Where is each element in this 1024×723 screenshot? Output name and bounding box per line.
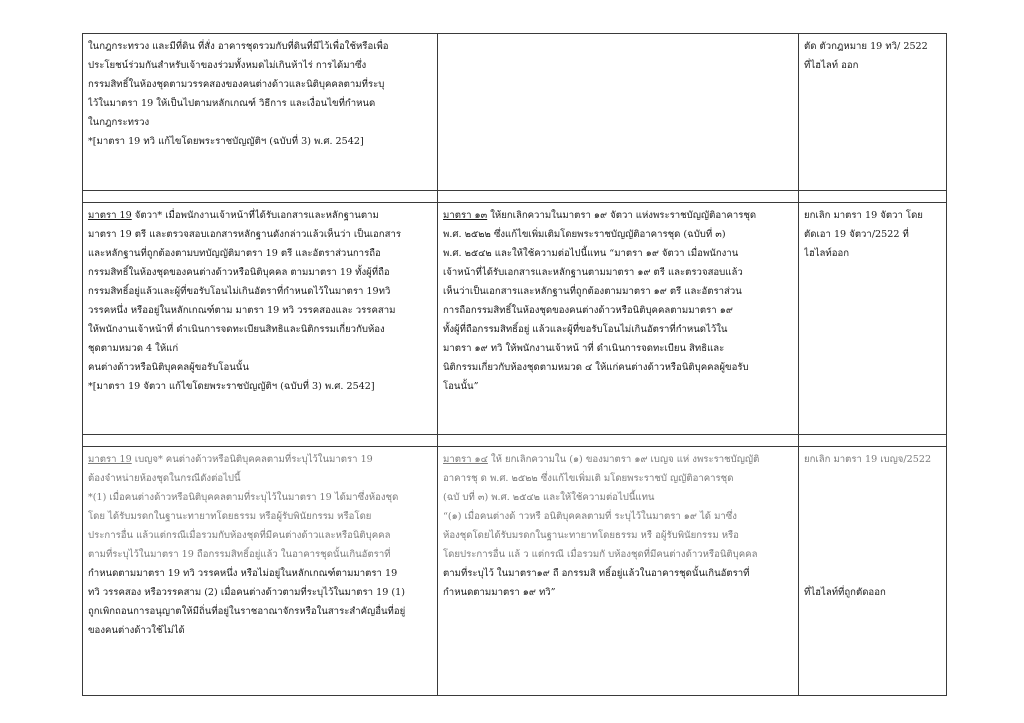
text-line: ถูกเพิกถอนการอนุญาตให้มีถิ่นที่อยู่ในราชอาณาจักรหรือในสาระสำคัญอื่นที่อยู่: [88, 606, 406, 617]
text-line: *[มาตรา 19 จัตวา แก้ไขโดยพระราชบัญญัติฯ (ฉบับที่ 3) พ.ศ. 2542]: [88, 381, 375, 392]
text-line: ทวิ วรรคสอง หรือวรรคสาม (2) เมื่อคนต่างด้าวตามที่ระบุไว้ในมาตรา 19 (1): [88, 587, 405, 598]
proposed-amendment-cell: [438, 34, 799, 191]
section-ref: มาตรา 19: [88, 210, 132, 221]
text-line: ต้องจำหน่ายห้องชุดในกรณีดังต่อไปนี้: [88, 473, 241, 484]
text-line: ยกเลิก มาตรา 19 เบญจ/2522: [804, 454, 932, 465]
remark-cell: [799, 34, 947, 191]
text-line: ตัดเอา 19 จัตวา/2522 ที่: [804, 229, 909, 240]
text-line: พ.ศ. ๒๕๔๒ และให้ใช้ความต่อไปนี้แทน “มาตรา ๑๙ จัตวา เมื่อพนักงาน: [443, 248, 739, 259]
text-line: การถือกรรมสิทธิ์ในห้องชุดของคนต่างด้าวหรือนิติบุคคลตามมาตรา ๑๙: [443, 305, 733, 316]
remark-cell: [799, 447, 947, 696]
section-ref: มาตรา ๑๔: [443, 454, 488, 465]
text-line: กรรมสิทธิ์ในห้องชุดของคนต่างด้าวหรือนิติบุคคล ตามมาตรา 19 ทั้งผู้ที่ถือ: [88, 267, 390, 278]
text-line: มาตรา ๑๓ ให้ยกเลิกความในมาตรา ๑๙ จัตวา แห่งพระราชบัญญัติอาคารชุด: [443, 210, 757, 221]
text-line: ให้พนักงานเจ้าหน้าที่ ดำเนินการจดทะเบียนสิทธิและนิติกรรมเกี่ยวกับห้อง: [88, 324, 385, 335]
text-line: เจ้าหน้าที่ได้รับเอกสารและหลักฐานตามมาตรา ๑๙ ตรี และตรวจสอบแล้ว: [443, 267, 743, 278]
current-law-cell: [83, 34, 438, 191]
text-line: กำหนดตามมาตรา ๑๙ ทวิ”: [443, 587, 556, 598]
text-line: โอนนั้น”: [443, 381, 479, 392]
text-line: โดย ได้รับมรดกในฐานะทายาทโดยธรรม หรือผู้รับพินัยกรรม หรือโดย: [88, 511, 372, 522]
section-ref: มาตรา 19: [88, 454, 132, 465]
text-line: ตามที่ระบุไว้ในมาตรา 19 ถือกรรมสิทธิ์อยู่แล้ว ในอาคารชุดนั้นเกินอัตราที่: [88, 549, 391, 560]
text-line: คนต่างด้าวหรือนิติบุคคลผู้ขอรับโอนนั้น: [88, 362, 249, 373]
comparison-table: [82, 33, 947, 696]
text-line: มาตรา ๑๔ ให้ ยกเลิกความใน (๑) ของมาตรา ๑๙ เบญจ แห่ งพระราชบัญญัติ: [443, 454, 760, 465]
text-line: ประโยชน์ร่วมกันสำหรับเจ้าของร่วมทั้งหมดไม่เกินห้าไร่ การได้มาซึ่ง: [88, 60, 367, 71]
text-line: “(๑) เมื่อคนต่างด้ าวหรื อนิติบุคคลตามที่ ระบุไว้ในมาตรา ๑๙ ได้ มาซึ่ง: [443, 511, 737, 522]
text-line: มาตรา 19 ตรี และตรวจสอบเอกสารหลักฐานดังกล่าวแล้วเห็นว่า เป็นเอกสาร: [88, 229, 402, 240]
text-line: กรรมสิทธิ์ในห้องชุดตามวรรคสองของคนต่างด้าวและนิติบุคคลตามที่ระบุ: [88, 79, 385, 90]
text-line: ไฮไลท์ออก: [804, 248, 850, 259]
text-line: ที่ไฮไลท์ ออก: [804, 60, 859, 71]
section-ref: มาตรา ๑๓: [443, 210, 488, 221]
current-law-cell: [83, 447, 438, 696]
remark-cell: [799, 203, 947, 435]
proposed-amendment-cell: [438, 447, 799, 696]
spacer-line: [804, 469, 941, 488]
current-law-cell: [83, 203, 438, 435]
spacer-line: [804, 545, 941, 564]
row-spacer: [83, 435, 947, 447]
text-line: ของคนต่างด้าวใช้ไม่ได้: [88, 625, 185, 636]
text-line: ประการอื่น แล้วแต่กรณีเมื่อรวมกับห้องชุดที่มีคนต่างด้าวและหรือนิติบุคคล: [88, 530, 391, 541]
text-line: พ.ศ. ๒๕๒๒ ซึ่งแก้ไขเพิ่มเติมโดยพระราชบัญญัติอาคารชุด (ฉบับที่ ๓): [443, 229, 726, 240]
text-line: ทั้งผู้ที่ถือกรรมสิทธิ์อยู่ แล้วและผู้ที่ขอรับโอนไม่เกินอัตราที่กำหนดไว้ใน: [443, 324, 728, 335]
text-line: ที่ไฮไลท์ที่ถูกตัดออก: [804, 587, 886, 598]
proposed-amendment-cell: [438, 203, 799, 435]
text-line: นิติกรรมเกี่ยวกับห้องชุดตามหมวด ๔ ให้แก่คนต่างด้าวหรือนิติบุคคลผู้ขอรับ: [443, 362, 749, 373]
text-line: ตามที่ระบุไว้ ในมาตรา๑๙ ถื อกรรมสิ ทธิ์อยู่แล้วในอาคารชุดนั้นเกินอัตราที่: [443, 568, 750, 579]
table-row: [83, 203, 947, 435]
text-line: เห็นว่าเป็นเอกสารและหลักฐานที่ถูกต้องตามมาตรา ๑๙ ตรี และอัตราส่วน: [443, 286, 742, 297]
text-line: ไว้ในมาตรา 19 ให้เป็นไปตามหลักเกณฑ์ วิธีการ และเงื่อนไขที่กำหนด: [88, 98, 376, 109]
table-row: [83, 447, 947, 696]
table-row: [83, 34, 947, 191]
text-line: ชุดตามหมวด 4 ให้แก่: [88, 343, 179, 354]
text-line: ยกเลิก มาตรา 19 จัตวา โดย: [804, 210, 923, 221]
text-line: และหลักฐานที่ถูกต้องตามบทบัญญัติมาตรา 19 ตรี และอัตราส่วนการถือ: [88, 248, 381, 259]
text-line: กรรมสิทธิ์อยู่แล้วและผู้ที่ขอรับโอนไม่เกินอัตราที่กำหนดไว้ในมาตรา 19ทวิ: [88, 286, 391, 297]
text-line: อาคารชุ ด พ.ศ. ๒๕๒๒ ซึ่งแก้ไขเพิ่มเติ มโดยพระราชบั ญญัติอาคารชุด: [443, 473, 734, 484]
text-line: *[มาตรา 19 ทวิ แก้ไขโดยพระราชบัญญัติฯ (ฉบับที่ 3) พ.ศ. 2542]: [88, 136, 364, 147]
spacer-line: [804, 507, 941, 526]
row-spacer: [83, 191, 947, 203]
spacer-line: [804, 526, 941, 545]
text-line: กำหนดตามมาตรา 19 ทวิ วรรคหนึ่ง หรือไม่อยู่ในหลักเกณฑ์ตามมาตรา 19: [88, 568, 398, 579]
text-line: ในกฎกระทรวง และมีที่ดิน ที่สั่ง อาคารชุดรวมกับที่ดินที่มีไว้เพื่อใช้หรือเพื่อ: [88, 41, 389, 52]
text-line: ตัด ตัวกฎหมาย 19 ทวิ/ 2522: [804, 41, 928, 52]
text-line: ห้องชุดโดยได้รับมรดกในฐานะทายาทโดยธรรม หรื อผู้รับพินัยกรรม หรือ: [443, 530, 739, 541]
text-line: ในกฎกระทรวง: [88, 117, 150, 128]
text-line: วรรคหนึ่ง หรืออยู่ในหลักเกณฑ์ตาม มาตรา 19 ทวิ วรรคสองและ วรรคสาม: [88, 305, 396, 316]
text-line: มาตรา ๑๙ ทวิ ให้พนักงานเจ้าหน้ าที่ ดำเนินการจดทะเบียน สิทธิและ: [443, 343, 725, 354]
spacer-line: [804, 488, 941, 507]
text-line: (ฉบั บที่ ๓) พ.ศ. ๒๕๔๒ และให้ใช้ความต่อไปนี้แทน: [443, 492, 655, 503]
text-line: โดยประการอื่น แล้ ว แต่กรณี เมื่อรวมกั บห้องชุดที่มีคนต่างด้าวหรือนิติบุคคล: [443, 549, 758, 560]
spacer-line: [804, 564, 941, 583]
text-line: *(1) เมื่อคนต่างด้าวหรือนิติบุคคลตามที่ระบุไว้ในมาตรา 19 ได้มาซึ่งห้องชุด: [88, 492, 399, 503]
text-line: มาตรา 19 จัตวา* เมื่อพนักงานเจ้าหน้าที่ได้รับเอกสารและหลักฐานตาม: [88, 210, 379, 221]
text-line: มาตรา 19 เบญจ* คนต่างด้าวหรือนิติบุคคลตามที่ระบุไว้ในมาตรา 19: [88, 454, 373, 465]
